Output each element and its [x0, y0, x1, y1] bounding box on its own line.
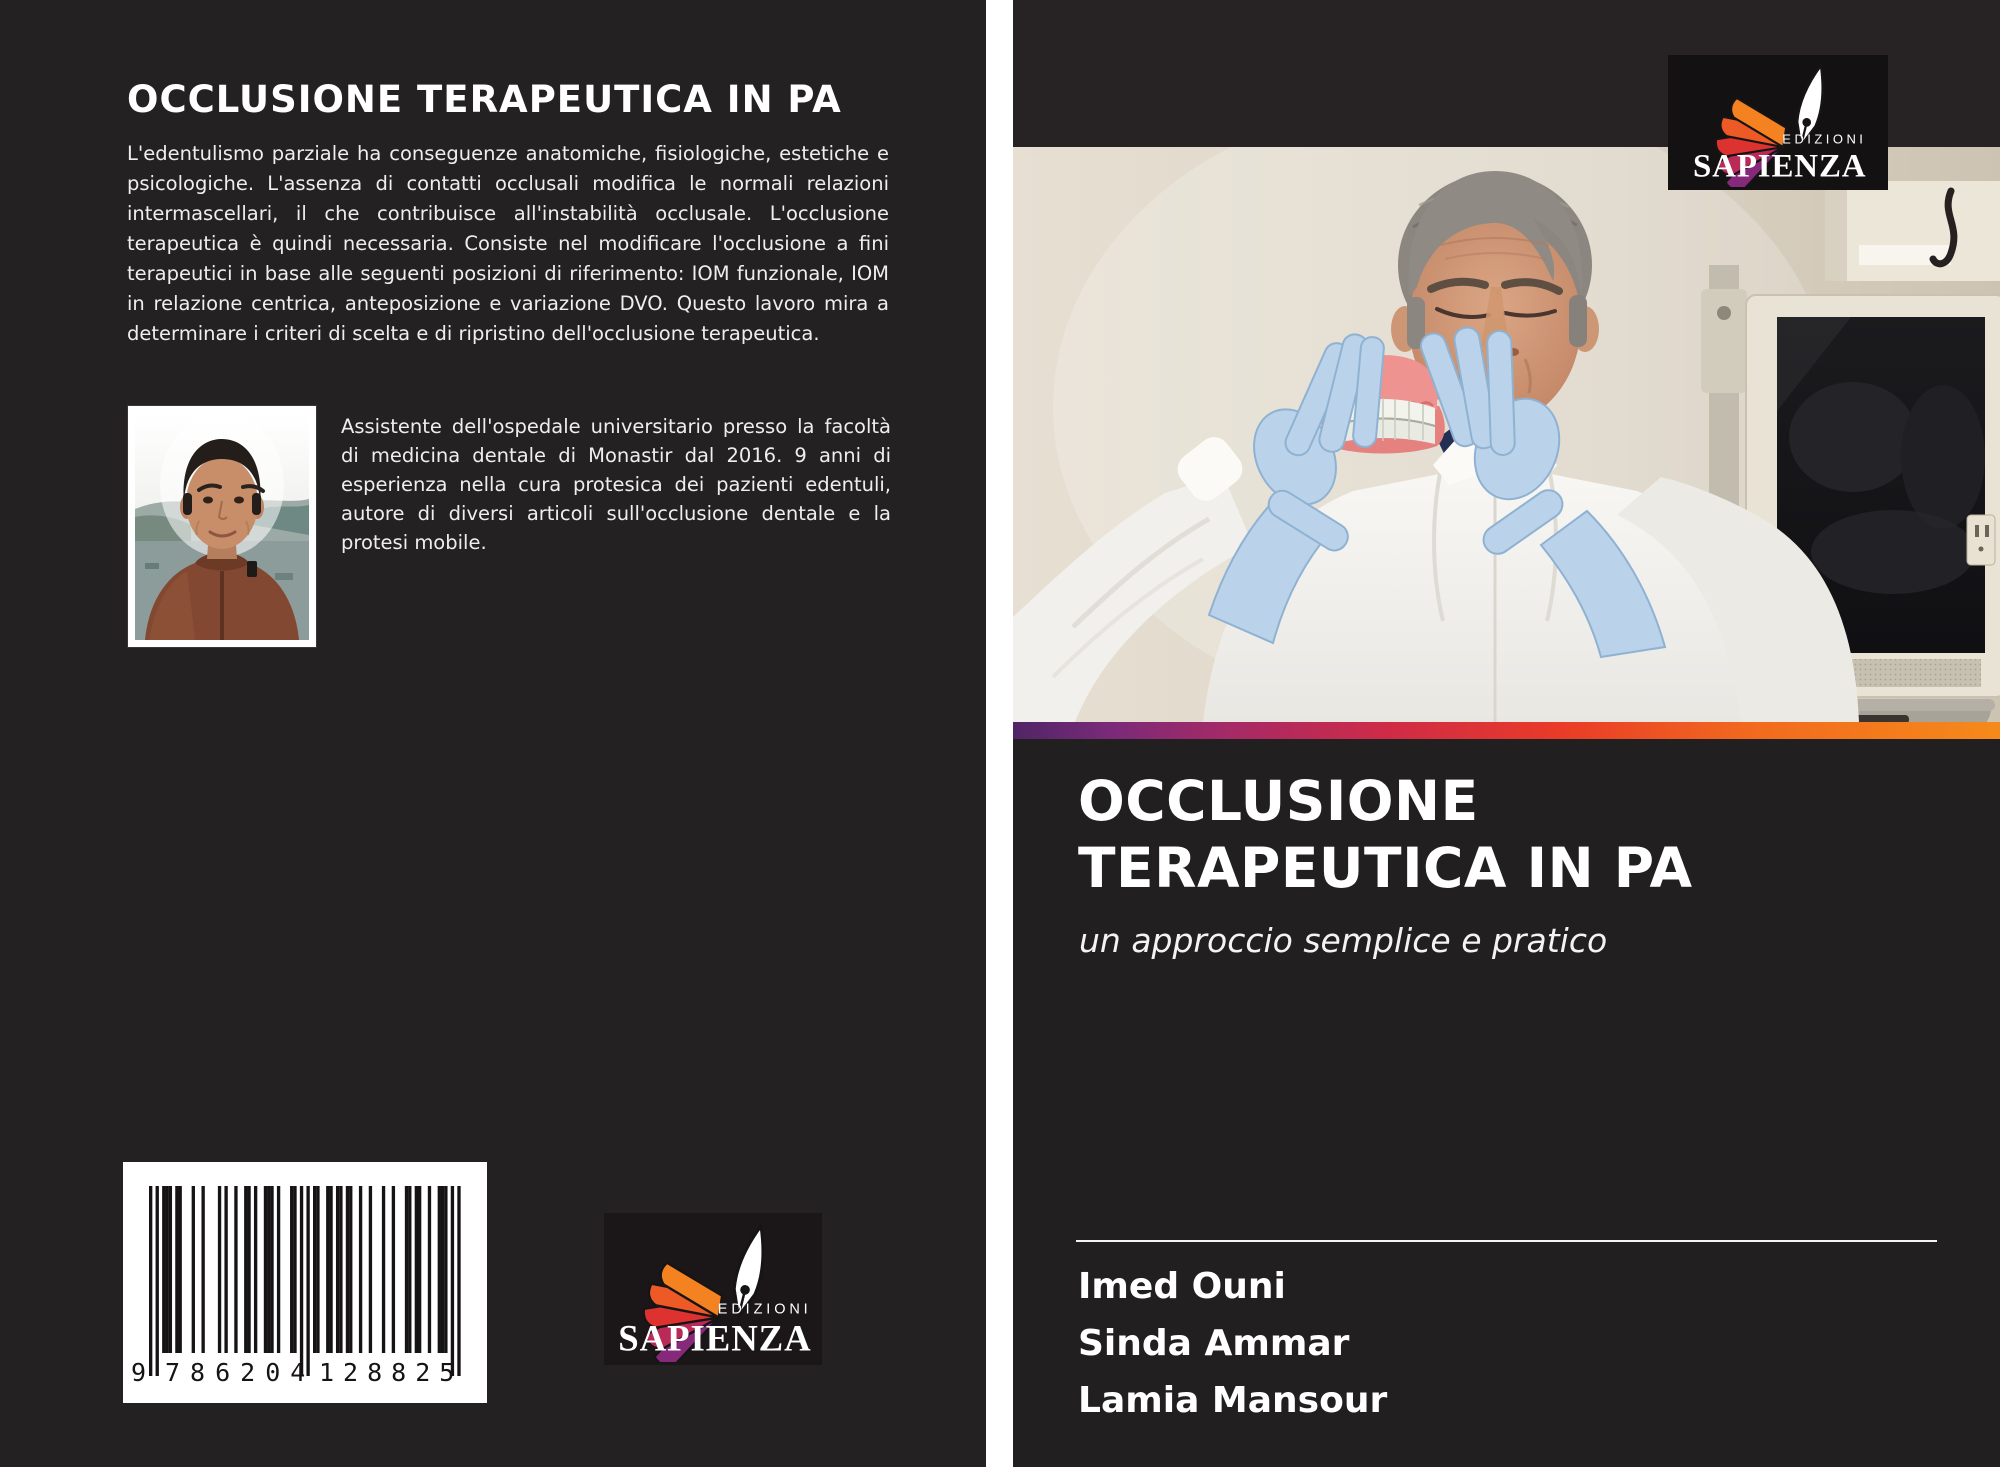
front-cover — [1013, 0, 2000, 1467]
sapienza-logo — [604, 1217, 822, 1362]
back-cover — [0, 0, 986, 1467]
barcode-digit-lead: 9 — [131, 1358, 147, 1387]
spine-gap — [986, 0, 1013, 1467]
barcode-digit-group1: 786204 — [165, 1358, 316, 1387]
author-name: Sinda Ammar — [1078, 1323, 1350, 1364]
accent-gradient-bar — [1013, 722, 2000, 739]
publisher-name-small: EDIZIONI — [717, 1301, 812, 1318]
back-cover-title: OCCLUSIONE TERAPEUTICA IN PA — [127, 78, 842, 121]
barcode — [123, 1162, 487, 1403]
authors-divider — [1076, 1240, 1937, 1242]
author-portrait — [128, 406, 316, 647]
back-cover-description: L'edentulismo parziale ha conseguenze anatomiche, fisiologiche, estetiche e psicologiche. L'assenza di contatti occlusali modifica le normali relazioni intermascellari, il che contribuisce all'instabilità occlusale. L'occlusione terapeutica è quindi necessaria. Consiste nel modificare l'occlusione a fini terapeutici in base alle seguenti posizioni di riferimento: IOM funzionale, IOM in relazione centrica, anteposizione e variazione DVO. Questo lavoro mira a determinare i criteri di scelta e di ripristino dell'occlusione terapeutica. — [127, 142, 889, 345]
barcode-digits — [123, 1358, 487, 1392]
wall-outlet — [1967, 515, 1995, 565]
author-name: Imed Ouni — [1078, 1266, 1286, 1307]
author-name: Lamia Mansour — [1078, 1380, 1388, 1421]
dentist-illustration — [1013, 147, 2000, 722]
publisher-logo-front — [1668, 55, 1888, 190]
barcode-digit-group2: 128825 — [319, 1358, 464, 1387]
front-subtitle: un approccio semplice e pratico — [1079, 921, 1608, 960]
author-bio: Assistente dell'ospedale universitario presso la facoltà di medicina dentale di Monastir dal 2016. 9 anni di esperienza nella cura protesica dei pazienti edentuli, autore di diversi articoli sull'occlusione dentale e la protesi mobile. — [341, 415, 891, 554]
mic-clip — [247, 561, 257, 577]
front-title-line1: OCCLUSIONE — [1078, 769, 1479, 833]
barcode-bars — [149, 1186, 461, 1376]
publisher-name-large: SAPIENZA — [618, 1317, 812, 1359]
publisher-logo-back — [604, 1213, 822, 1365]
author-portrait-illustration — [135, 413, 309, 640]
authors-block — [1078, 1258, 1387, 1429]
front-title — [1078, 768, 1693, 902]
publisher-name-large: SAPIENZA — [1693, 148, 1867, 185]
front-title-line2: TERAPEUTICA IN PA — [1078, 836, 1693, 900]
sapienza-logo — [1676, 57, 1880, 187]
cover-photo — [1013, 147, 2000, 722]
publisher-name-small: EDIZIONI — [1782, 131, 1867, 147]
